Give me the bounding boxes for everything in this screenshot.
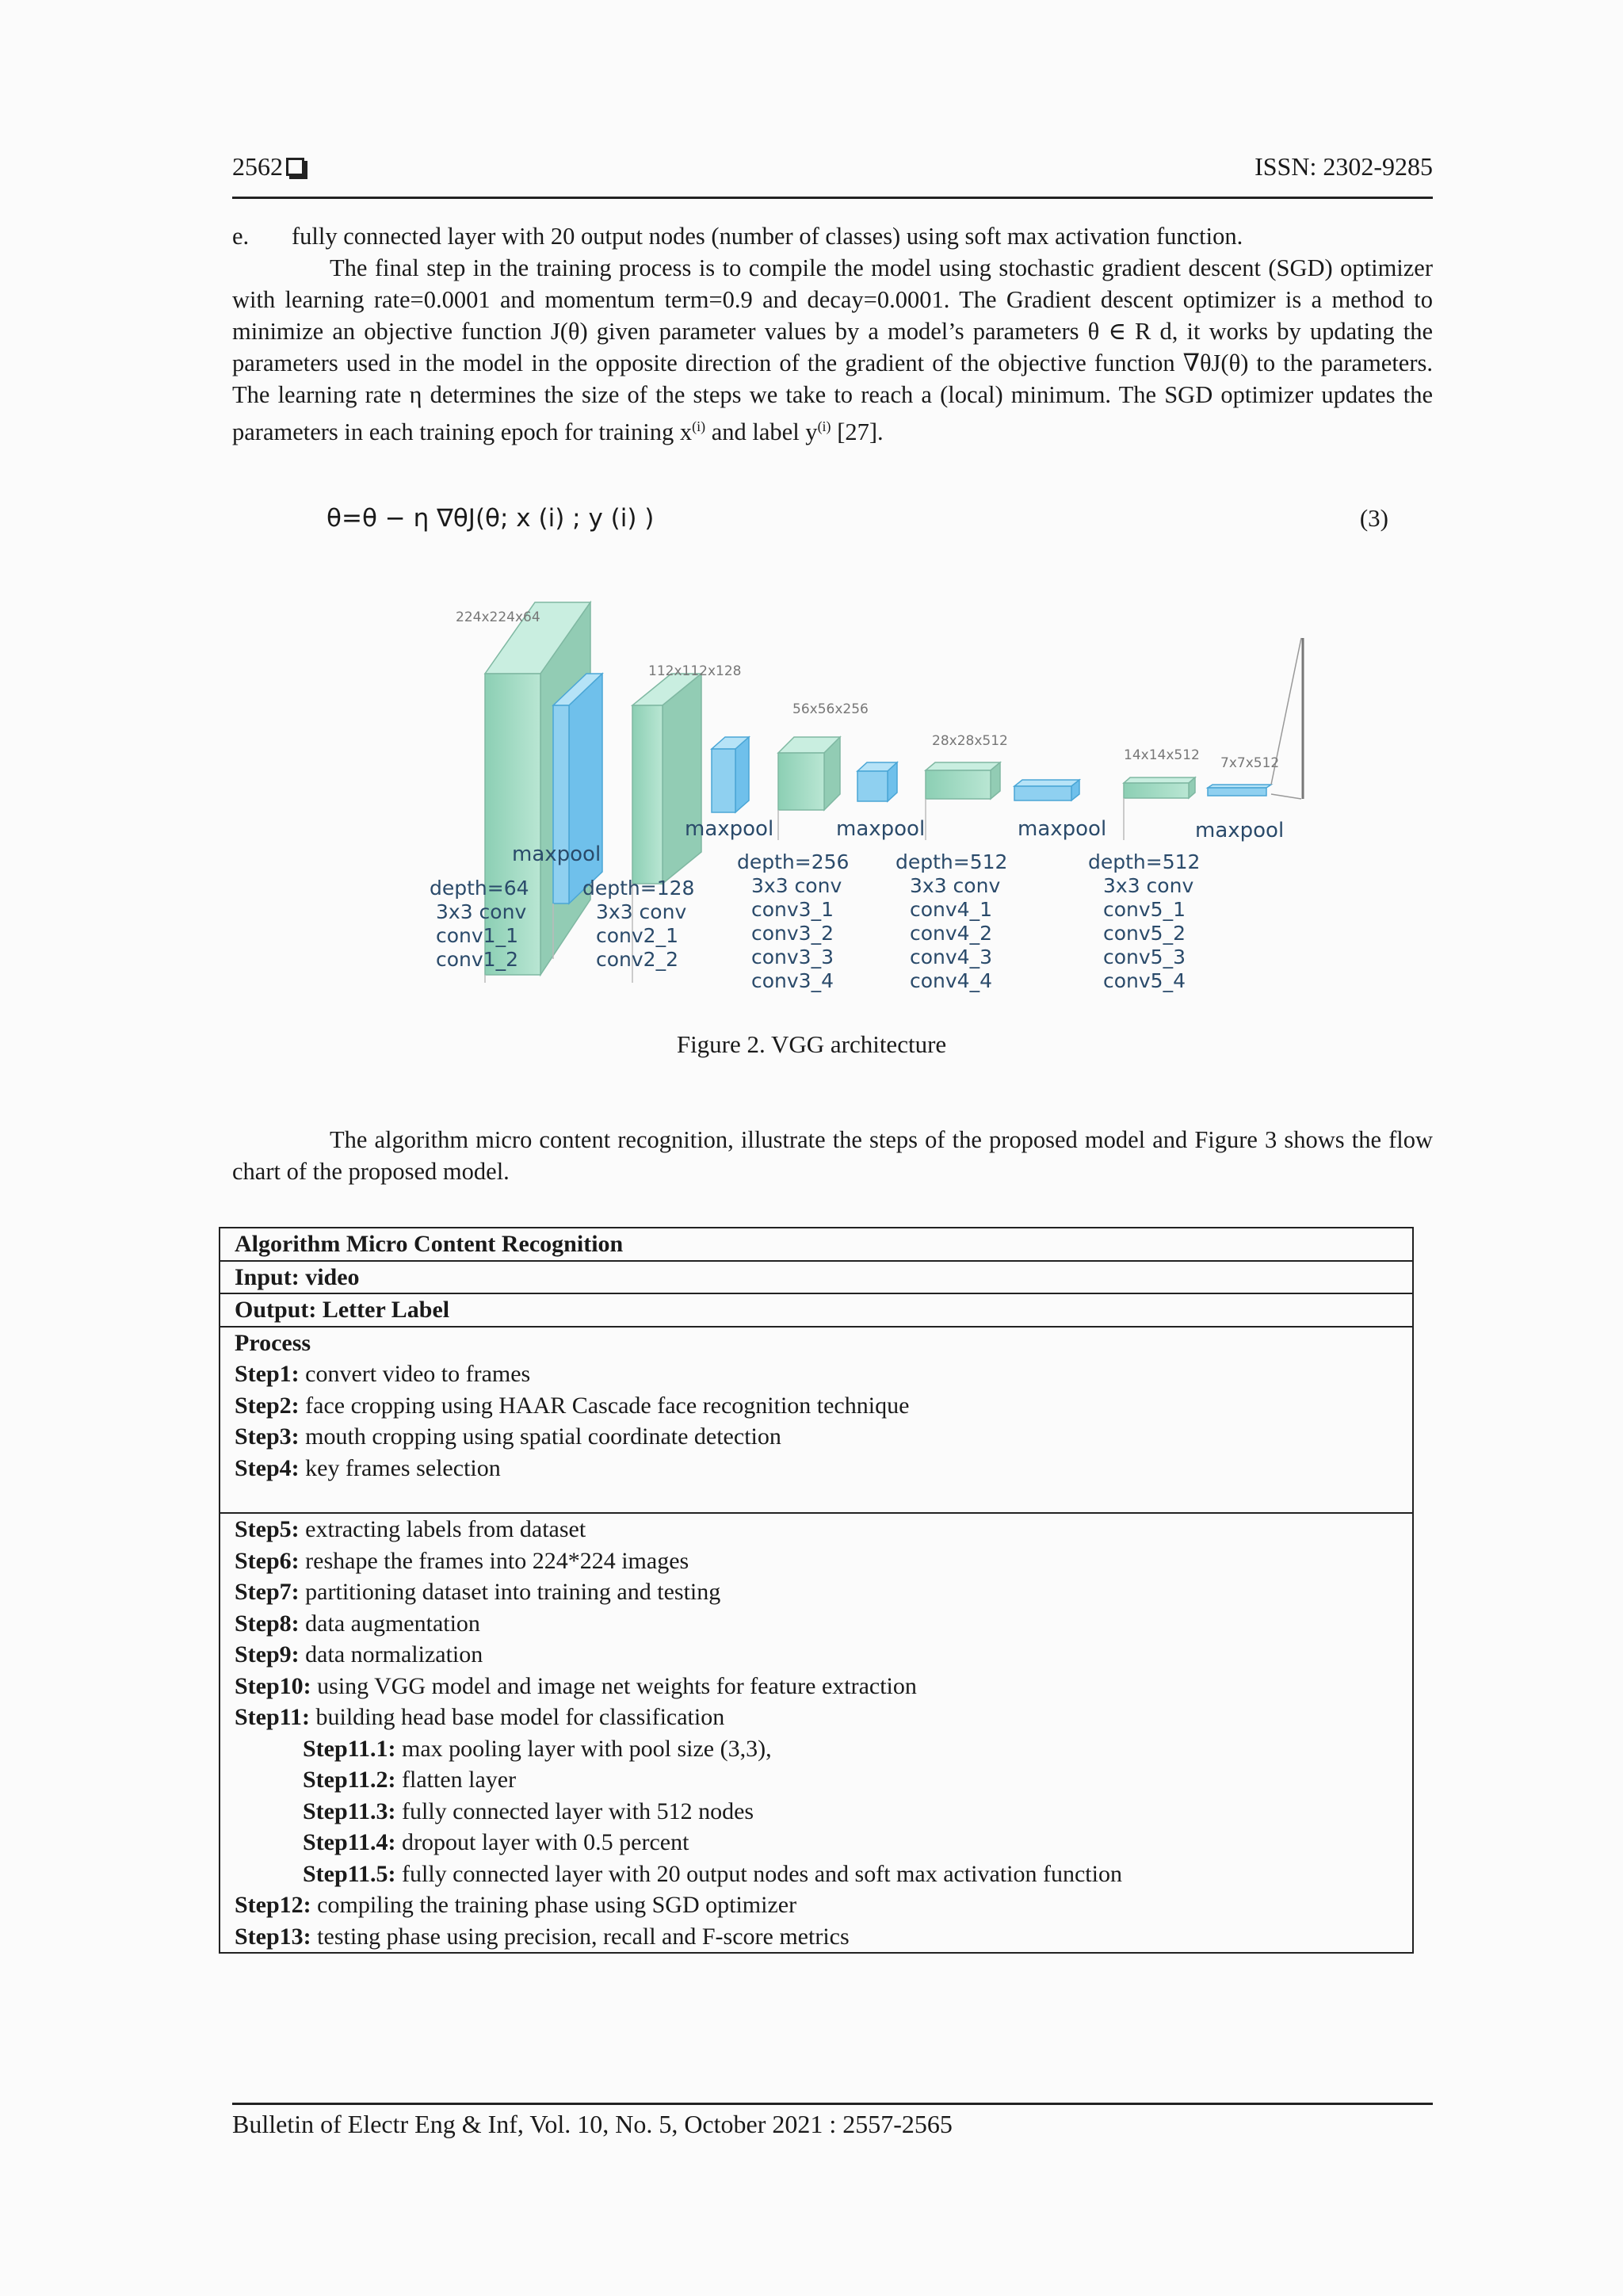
algorithm-process-row	[220, 1328, 1412, 1515]
superscript: (i)	[817, 418, 831, 434]
step-text: face cropping using HAAR Cascade face recognition technique	[299, 1392, 910, 1419]
step-key: Step2:	[235, 1392, 300, 1419]
layer-label: conv4_4	[910, 969, 992, 992]
maxpool-label: maxpool	[1018, 817, 1107, 841]
layer-label: conv5_2	[1103, 922, 1186, 945]
step-row	[235, 1390, 1398, 1422]
group-conv4-labels	[896, 850, 1007, 992]
equation	[327, 504, 1388, 533]
substep-row	[235, 1859, 1398, 1890]
step-key: Step7:	[235, 1579, 300, 1605]
text-run: [27].	[831, 418, 884, 446]
vgg-diagram	[412, 586, 1308, 999]
layer-label: conv4_3	[910, 946, 992, 968]
maxpool-label: maxpool	[685, 817, 774, 841]
page-number: 2562	[232, 152, 283, 181]
layer-label: conv5_4	[1103, 969, 1186, 992]
layer-label: conv2_2	[596, 948, 678, 971]
step-text: compiling the training phase using SGD optimizer	[311, 1892, 797, 1918]
substep-row	[235, 1764, 1398, 1796]
text-run: The final step in the training process is to compile the model using stochastic gradient descent (SGD) optimizer with learning rate=0.0001 and momentum term=0.9 and decay=0.0001. The Gradient descent optimizer is a method to minimize an objective function J(θ) given parameter values by a model’s parameters θ ∈ R d, it works by updating the parameters used in the model in the opposite direction of the gradient of the objective function ∇θJ(θ) to the parameters. The learning rate η determines the size of the steps we take to reach a (local) minimum. The SGD optimizer updates the parameters in each training epoch for training x	[232, 254, 1433, 446]
step-key: Step4:	[235, 1454, 300, 1481]
list-label: e.	[232, 223, 250, 250]
dim-label: 224x224x64	[456, 609, 540, 625]
layer-label: conv5_1	[1103, 898, 1186, 921]
maxpool-label: maxpool	[1195, 819, 1285, 842]
substep-text: dropout layer with 0.5 percent	[395, 1829, 689, 1855]
algorithm-output-row	[220, 1294, 1412, 1328]
layer-label: conv3_2	[751, 922, 834, 945]
step-row	[235, 1358, 1398, 1390]
figure-caption: Figure 2. VGG architecture	[676, 1030, 947, 1058]
maxpool-label: maxpool	[836, 817, 926, 841]
layer-label: conv5_3	[1103, 946, 1186, 968]
step-row	[235, 1576, 1398, 1608]
depth-label: depth=128	[582, 877, 695, 900]
layer-label: conv3_3	[751, 946, 834, 968]
maxpool-label: maxpool	[512, 842, 601, 866]
conv-size-label: 3x3 conv	[596, 900, 687, 923]
substep-row	[235, 1733, 1398, 1765]
step-key: Step5:	[235, 1516, 300, 1542]
step-text: key frames selection	[299, 1454, 501, 1481]
step-text: data normalization	[299, 1641, 483, 1668]
step-key: Step6:	[235, 1547, 300, 1574]
substep-key: Step11.5:	[303, 1860, 396, 1887]
list-item-e	[232, 220, 1433, 252]
conv-size-label: 3x3 conv	[910, 874, 1001, 897]
step-row	[235, 1545, 1398, 1577]
dim-label: 28x28x512	[932, 733, 1008, 749]
group-conv3-labels	[737, 850, 849, 992]
layer-label: conv3_1	[751, 898, 834, 921]
substep-row	[235, 1796, 1398, 1828]
substep-key: Step11.4:	[303, 1829, 396, 1855]
substep-text: fully connected layer with 20 output nodes and soft max activation function	[395, 1860, 1122, 1887]
depth-label: depth=512	[896, 850, 1008, 873]
algorithm-steps-row	[220, 1514, 1412, 1952]
layer-label: conv4_1	[910, 898, 992, 921]
conv-size-label: 3x3 conv	[751, 874, 842, 897]
step-row	[235, 1514, 1398, 1545]
paragraph-algorithm-intro: The algorithm micro content recognition, illustrate the steps of the proposed model and Figure 3 shows the flow chart of the proposed model.	[232, 1126, 1433, 1185]
step-row	[235, 1453, 1398, 1484]
step-text: convert video to frames	[299, 1361, 531, 1387]
layer-label: conv2_1	[596, 924, 678, 947]
block-conv5	[1124, 777, 1271, 798]
step-row	[235, 1702, 1398, 1733]
depth-label: depth=64	[430, 877, 529, 900]
step-row	[235, 1608, 1398, 1640]
superscript: (i)	[692, 418, 706, 434]
layer-label: conv1_1	[436, 924, 518, 947]
step-text: extracting labels from dataset	[299, 1516, 586, 1542]
substep-text: flatten layer	[395, 1767, 517, 1793]
conv-size-label: 3x3 conv	[436, 900, 527, 923]
step-row	[235, 1921, 1398, 1953]
group-conv5-labels	[1088, 850, 1200, 992]
step-text: mouth cropping using spatial coordinate detection	[299, 1423, 781, 1450]
substep-key: Step11.3:	[303, 1797, 396, 1824]
text-run: and label y	[705, 418, 818, 446]
connector-line	[1271, 794, 1301, 799]
algorithm-output: Output: Letter Label	[235, 1297, 450, 1323]
checkbox-square-icon	[286, 158, 304, 176]
depth-label: depth=256	[737, 850, 850, 873]
header-issn: ISSN: 2302-9285	[1254, 152, 1433, 181]
step-text: building head base model for classification	[310, 1704, 725, 1730]
algorithm-title-row	[220, 1228, 1412, 1262]
step-key: Step11:	[235, 1704, 311, 1730]
step-text: data augmentation	[299, 1610, 480, 1637]
algorithm-table	[219, 1227, 1414, 1954]
dim-label: 7x7x512	[1220, 755, 1280, 771]
substep-row	[235, 1827, 1398, 1859]
step-key: Step3:	[235, 1423, 300, 1450]
page-header	[232, 152, 1433, 199]
algorithm-input: Input: video	[235, 1263, 360, 1290]
substep-text: fully connected layer with 512 nodes	[395, 1797, 754, 1824]
header-page-number	[232, 152, 304, 181]
group-conv1-labels	[430, 877, 529, 971]
algorithm-input-row	[220, 1262, 1412, 1295]
layer-label: conv4_2	[910, 922, 992, 945]
vgg-figure	[412, 586, 1308, 999]
step-text: using VGG model and image net weights for feature extraction	[311, 1672, 917, 1699]
step-text: partitioning dataset into training and testing	[299, 1579, 721, 1605]
substep-key: Step11.2:	[303, 1767, 396, 1793]
step-key: Step13:	[235, 1923, 311, 1950]
spacer	[235, 1484, 1398, 1512]
block-conv4	[926, 762, 1079, 800]
algorithm-title: Algorithm Micro Content Recognition	[235, 1231, 624, 1257]
depth-label: depth=512	[1088, 850, 1201, 873]
dim-label: 56x56x256	[792, 701, 869, 717]
dim-label: 14x14x512	[1124, 747, 1200, 763]
block-conv2	[632, 674, 749, 884]
substep-text: max pooling layer with pool size (3,3),	[395, 1735, 772, 1762]
equation-text: θ=θ − η ∇θJ(θ; x (i) ; y (i) )	[327, 504, 655, 533]
list-text: fully connected layer with 20 output nodes (number of classes) using soft max activation function.	[292, 223, 1243, 250]
substep-key: Step11.1:	[303, 1735, 396, 1762]
layer-label: conv3_4	[751, 969, 834, 992]
page-footer: Bulletin of Electr Eng & Inf, Vol. 10, No. 5, October 2021 : 2557-2565	[232, 2103, 1433, 2139]
layer-label: conv1_2	[436, 948, 518, 971]
step-key: Step1:	[235, 1361, 300, 1387]
conv-size-label: 3x3 conv	[1103, 874, 1194, 897]
step-row	[235, 1671, 1398, 1702]
step-text: reshape the frames into 224*224 images	[299, 1547, 689, 1574]
step-row	[235, 1639, 1398, 1671]
body-paragraph-2	[232, 1124, 1433, 1187]
equation-number: (3)	[1359, 504, 1388, 532]
step-text: testing phase using precision, recall and F-score metrics	[311, 1923, 850, 1950]
body-paragraphs	[232, 220, 1433, 448]
process-label: Process	[235, 1329, 311, 1356]
block-conv3	[778, 737, 897, 810]
group-conv2-labels	[582, 877, 694, 971]
step-key: Step8:	[235, 1610, 300, 1637]
step-key: Step12:	[235, 1892, 311, 1918]
step-row	[235, 1889, 1398, 1921]
paragraph-sgd	[232, 252, 1433, 448]
step-row	[235, 1421, 1398, 1453]
dim-label: 112x112x128	[648, 663, 742, 679]
step-key: Step10:	[235, 1672, 311, 1699]
step-key: Step9:	[235, 1641, 300, 1668]
